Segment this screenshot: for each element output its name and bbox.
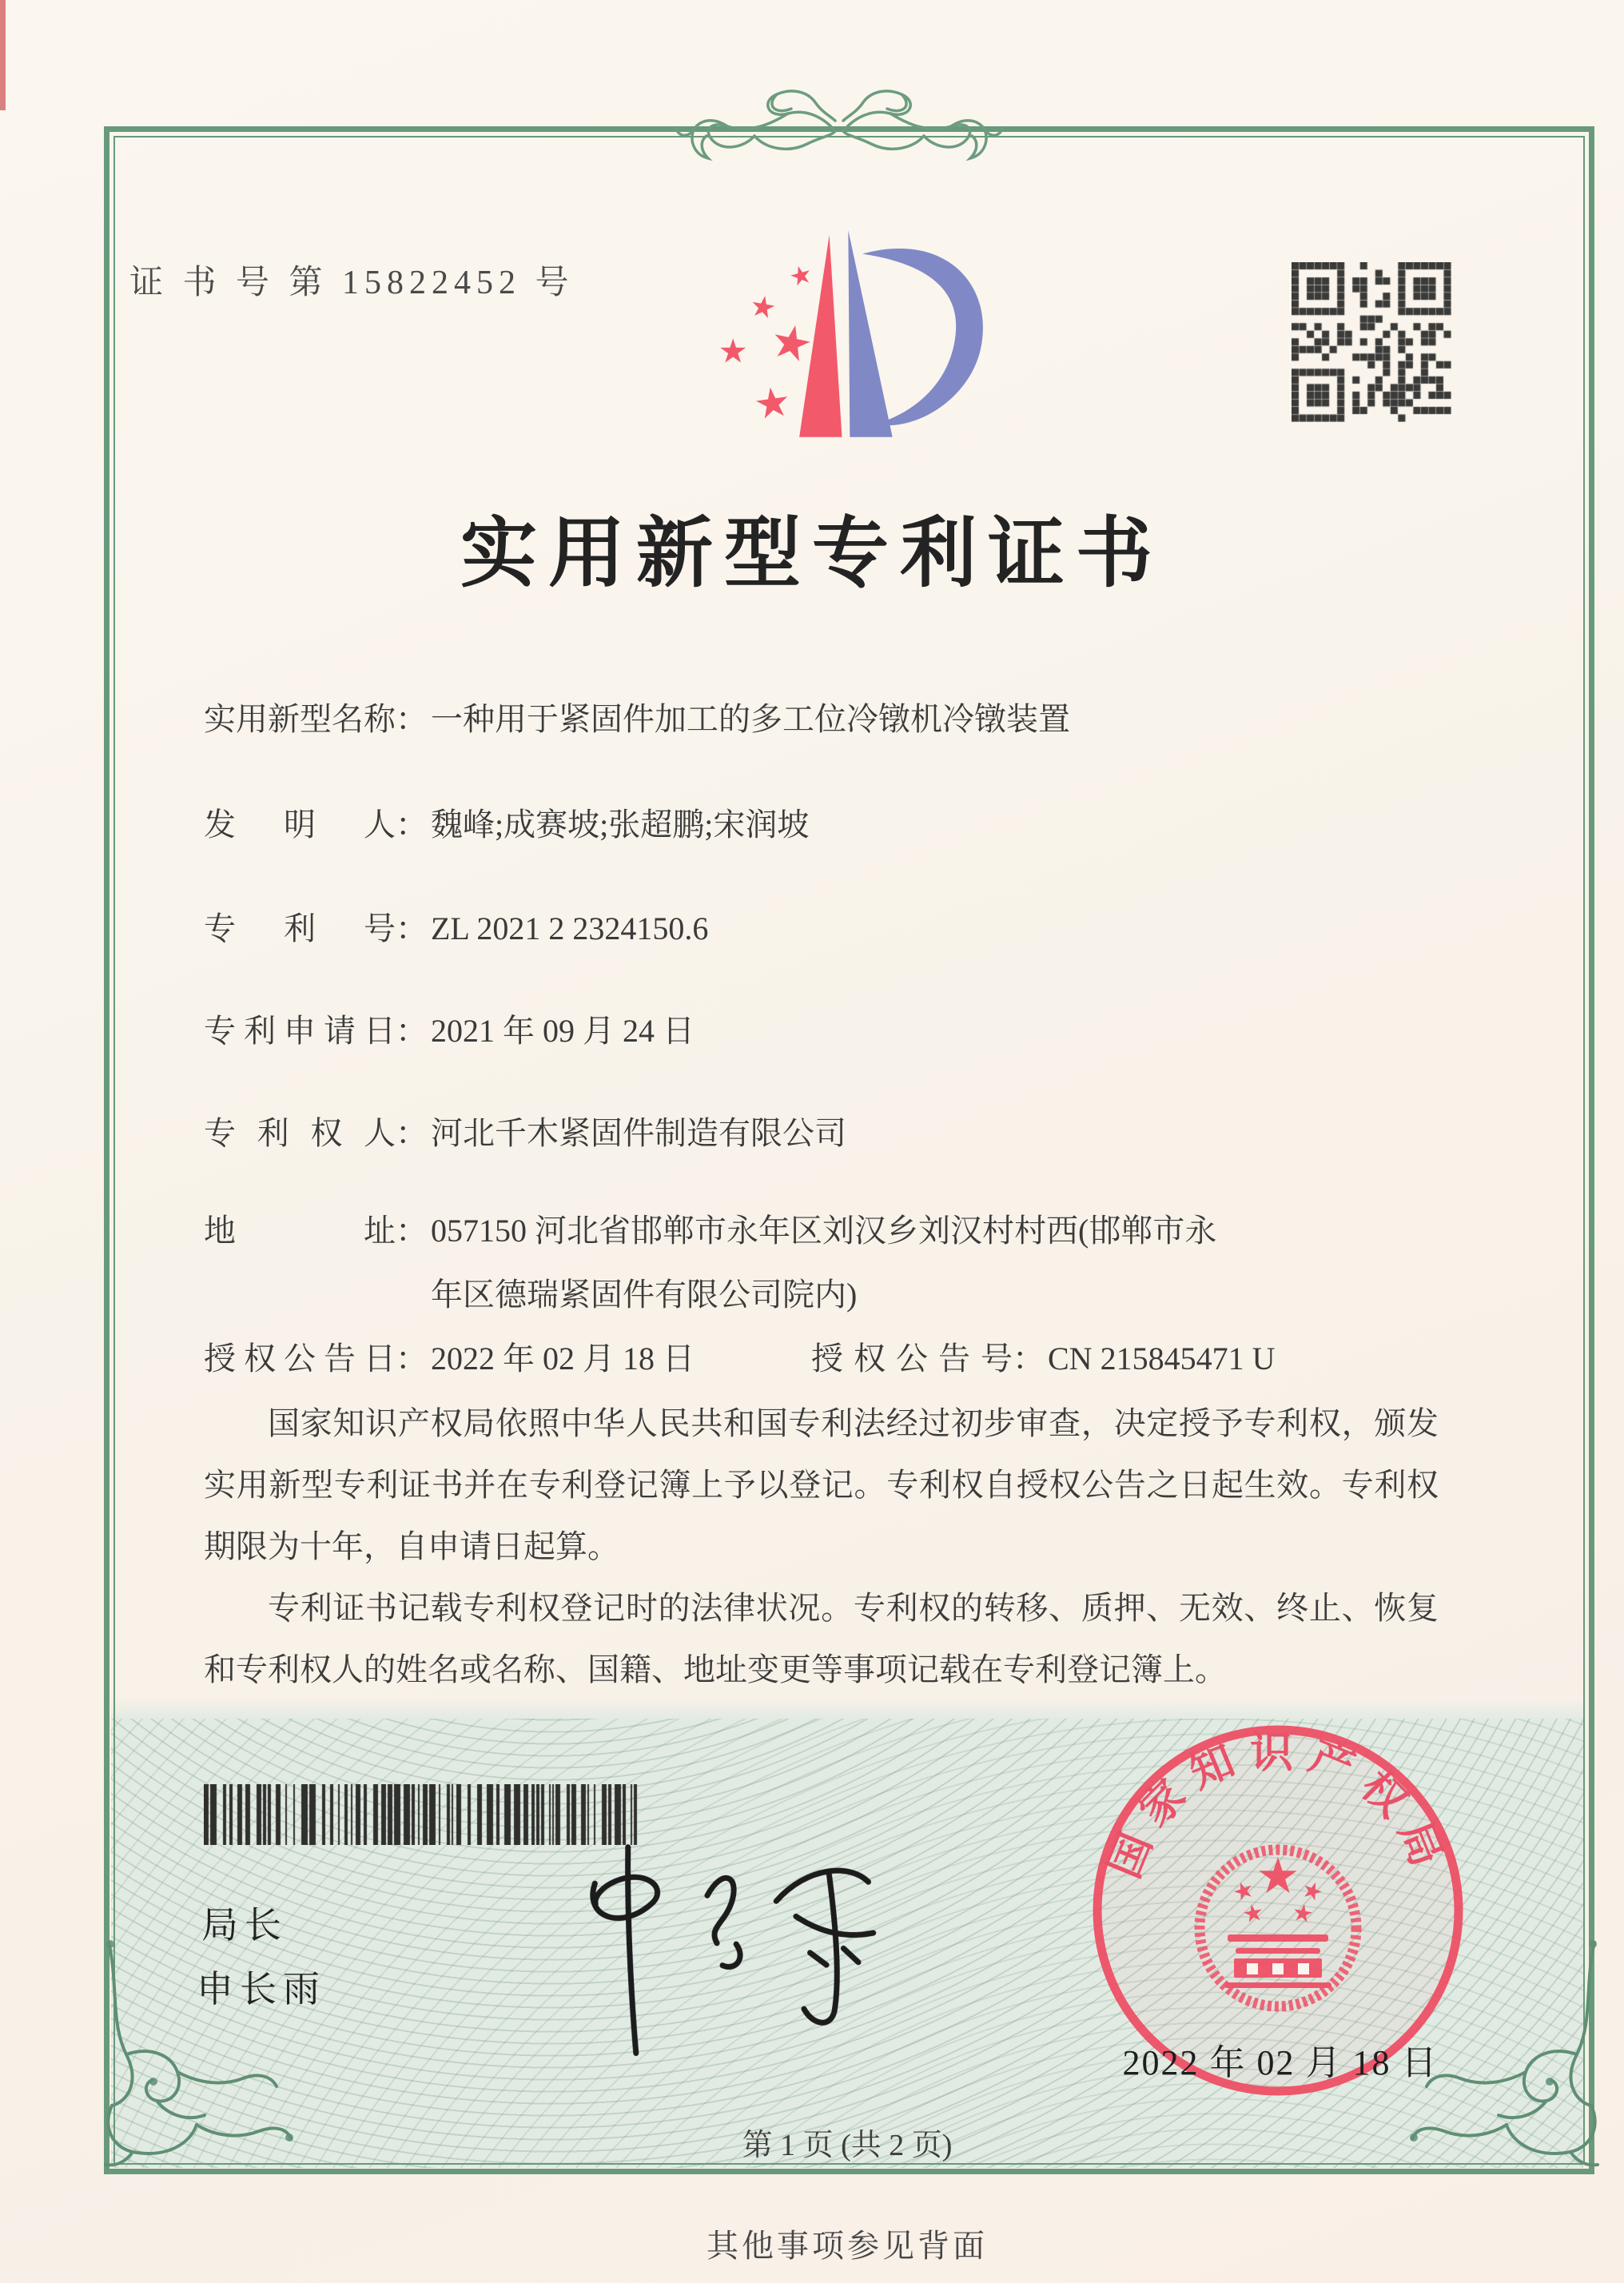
colon: ： [396, 807, 428, 843]
field-value [431, 1199, 1430, 1327]
legal-paragraphs [204, 1393, 1439, 1700]
seal-arc-text: 国家知识产权局 [1100, 1728, 1456, 1885]
field-address [204, 1199, 1430, 1327]
address-line2: 年区德瑞紧固件有限公司院内) [431, 1277, 858, 1313]
field-label: 授 权 公 告 日 [204, 1341, 396, 1377]
field-grant-number [811, 1327, 1275, 1391]
field-label: 实 用 新 型 名 称 [204, 701, 396, 737]
field-inventors [204, 793, 809, 857]
field-label: 发 明 人 [204, 807, 396, 843]
field-label: 专 利 申 请 日 [204, 1013, 396, 1049]
page-number: 第 1 页 (共 2 页) [742, 2129, 953, 2162]
field-value: 一种用于紧固件加工的多工位冷镦机冷镦装置 [431, 701, 1070, 737]
seal-date: 2022 年 02 月 18 日 [1122, 2043, 1439, 2082]
certificate-title: 实用新型专利证书 [460, 511, 1164, 596]
field-value: 河北千木紧固件制造有限公司 [431, 1115, 846, 1151]
field-value: ZL 2021 2 2324150.6 [431, 910, 709, 946]
field-label: 地 址 [204, 1213, 396, 1249]
colon: ： [396, 1341, 428, 1377]
cnipa-logo-icon [681, 222, 997, 486]
field-value: 魏峰;成赛坡;张超鹏;宋润坡 [431, 807, 810, 843]
colon: ： [396, 1213, 428, 1249]
colon: ： [396, 910, 428, 946]
back-side-note: 其他事项参见背面 [707, 2228, 988, 2264]
dragon-ornament-icon [671, 85, 1007, 173]
grant-number-value: CN 215845471 U [1048, 1341, 1276, 1377]
field-label: 专 利 权 人 [204, 1115, 396, 1151]
paragraph-register-statement: 专利证书记载专利权登记时的法律状况。专利权的转移、质押、无效、终止、恢复和专利权人的姓名或名称、国籍、地址变更等事项记载在专利登记簿上。 [204, 1590, 1439, 1687]
paragraph-grant-statement: 国家知识产权局依照中华人民共和国专利法经过初步审查，决定授予专利权，颁发实用新型专利证书并在专利登记簿上予以登记。专利权自授权公告之日起生效。专利权期限为十年，自申请日起算。 [204, 1405, 1439, 1564]
certificate-number: 证 书 号 第 15822452 号 [129, 265, 575, 301]
field-patent-number [204, 897, 708, 961]
field-grant [204, 1327, 1451, 1391]
field-patentee [204, 1102, 846, 1165]
colon: ： [396, 1013, 428, 1049]
colon: ： [396, 701, 428, 737]
address-line1: 057150 河北省邯郸市永年区刘汉乡刘汉村村西(邯郸市永 [431, 1213, 1217, 1249]
director-title: 局长 [201, 1905, 288, 1946]
colon: ： [396, 1115, 428, 1151]
field-label: 专 利 号 [204, 910, 396, 946]
director-signature [464, 1815, 919, 2070]
director-name: 申长雨 [197, 1969, 326, 2010]
field-utility-model-name [204, 687, 1070, 751]
photo-edge-mark [0, 0, 6, 110]
field-label: 授 权 公 告 号 [811, 1341, 1013, 1377]
colon: ： [1013, 1341, 1045, 1377]
grant-date-value: 2022 年 02 月 18 日 [431, 1341, 695, 1377]
field-filing-date [204, 999, 695, 1063]
field-value: 2021 年 09 月 24 日 [431, 1013, 695, 1049]
qr-code [1292, 262, 1451, 422]
